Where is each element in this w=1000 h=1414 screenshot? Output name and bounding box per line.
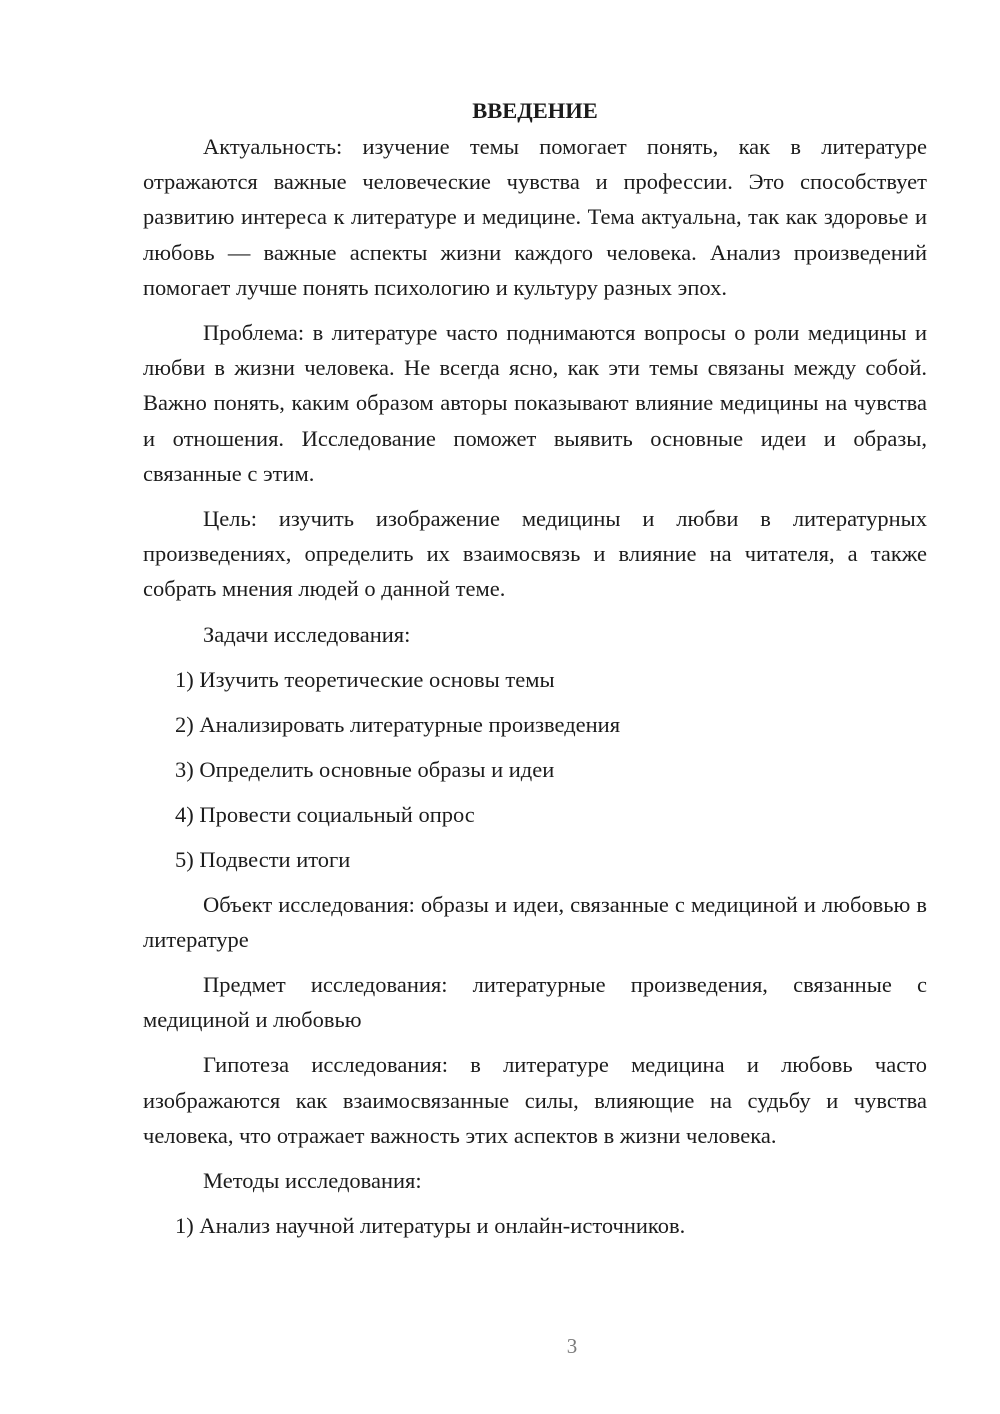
list-item: 1) Изучить теоретические основы темы (175, 666, 555, 692)
paragraph-problem: Проблема: в литературе часто поднимаются вопросы о роли медицины и любви в жизни человека. Не всегда ясно, как эти темы связаны между собой. Важно понять, каким образом авторы показывают влияние медицины на чувства и отношения. Исследование поможет выявить основные идеи и образы, связанные с этим. (143, 320, 927, 486)
page-title: ВВЕДЕНИЕ (472, 98, 598, 123)
list-item: 2) Анализировать литературные произведения (175, 711, 621, 737)
list-item: 3) Определить основные образы и идеи (175, 756, 555, 782)
list-item: 4) Провести социальный опрос (175, 801, 475, 827)
methods-title: Методы исследования: (203, 1168, 422, 1194)
paragraph-object: Объект исследования: образы и идеи, связанные с медициной и любовью в литературе (143, 891, 927, 952)
paragraph-relevance: Актуальность: изучение темы помогает понять, как в литературе отражаются важные человеческие чувства и профессии. Это способствует развитию интереса к литературе и медицине. Тема актуальна, так как здоровье и любовь — важные аспекты жизни каждого человека. Анализ произведений помогает лучше понять психологию и культуру разных эпох. (143, 134, 927, 300)
page-content (143, 94, 927, 1253)
list-item: 1) Анализ научной литературы и онлайн-источников. (175, 1213, 686, 1239)
paragraph-goal: Цель: изучить изображение медицины и любви в литературных произведениях, определить их взаимосвязь и влияние на читателя, а также собрать мнения людей о данной теме. (143, 506, 927, 602)
paragraph-subject: Предмет исследования: литературные произведения, связанные с медициной и любовью (143, 972, 927, 1033)
paragraph-hypothesis: Гипотеза исследования: в литературе медицина и любовь часто изображаются как взаимосвязанные силы, влияющие на судьбу и чувства человека, что отражает важность этих аспектов в жизни человека. (143, 1052, 927, 1148)
methods-list (143, 1208, 927, 1243)
tasks-list (143, 662, 927, 877)
page-number: 3 (566, 1334, 578, 1358)
list-item: 5) Подвести итоги (175, 846, 351, 872)
tasks-title: Задачи исследования: (203, 621, 411, 647)
